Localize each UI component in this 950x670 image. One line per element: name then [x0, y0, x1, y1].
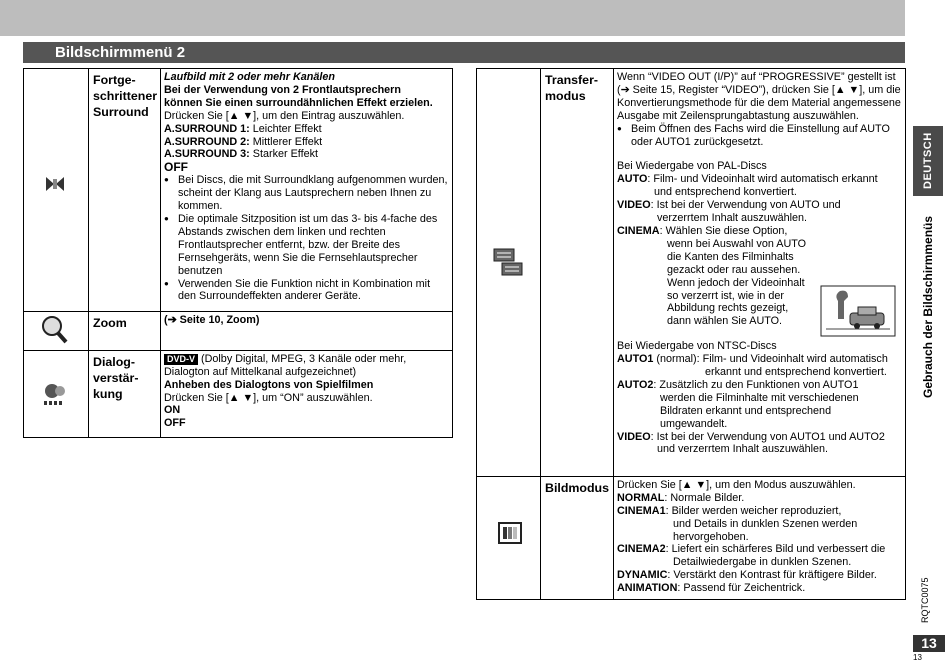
- top-banner: [0, 0, 905, 36]
- transfer-intro: Wenn “VIDEO OUT (I/P)” auf “PROGRESSIVE” gestellt ist (➔ Seite 15, Register “VIDEO”), drücken Sie [▲ ▼], um die Konvertierungsmethode für die dem Material angemessene Ausgabe mit Zeilensprungabtastung auszuwählen.: [617, 71, 901, 122]
- pal-cinema-line: gezackt oder rau aussehen.: [667, 263, 801, 276]
- section-title: Bildschirmmenü 2: [55, 44, 186, 61]
- cinema1-lines: [617, 518, 903, 544]
- pal-auto-2: und entsprechend konvertiert.: [654, 186, 797, 199]
- dynamic-label: DYNAMIC: [617, 569, 668, 582]
- dialog-line-2: Dialogton auf Mittelkanal aufgezeichnet): [164, 365, 357, 378]
- magnifier-icon: [24, 312, 88, 346]
- pal-cinema-line: so verzerrt ist, wie in der: [667, 289, 784, 302]
- dialog-enhancer-icon: [24, 351, 88, 433]
- ntsc-auto2-line: werden die Filminhalte mit verschiedenen: [660, 391, 859, 404]
- ntsc-auto2-text: : Zusätzlich zu den Funktionen von AUTO1: [653, 378, 859, 391]
- dynamic-text: : Verstärkt den Kontrast für kräftigere Bilder.: [667, 569, 877, 582]
- cinema1-label: CINEMA1: [617, 504, 666, 517]
- pal-auto: [617, 173, 903, 186]
- pal-video-text: : Ist bei der Verwendung von AUTO und: [650, 199, 841, 212]
- surround-select: Drücken Sie [▲ ▼], um den Eintrag auszuwählen.: [164, 109, 405, 122]
- item-name-dialog: [89, 350, 161, 437]
- pal-video-2: verzerrtem Inhalt auszuwählen.: [657, 212, 808, 225]
- surround-bullet-2: ● Die optimale Sitzposition ist um das 3- bis 4-fache des Abstands zwischen dem linken und rechten Frontlautsprecher entfernt, bzw. der Breite des Fernsehgeräts, wenn Sie die Fernsehlautsprecher benutzen: [164, 213, 450, 278]
- ntsc-auto1-2: erkannt und entsprechend konvertiert.: [705, 366, 887, 379]
- pal-heading: Bei Wiedergabe von PAL-Discs: [617, 160, 767, 173]
- language-tab: DEUTSCH: [913, 126, 943, 196]
- transfer-label: Transfer- modus: [545, 73, 599, 103]
- bildmodus-select: Drücken Sie [▲ ▼], um den Modus auszuwählen.: [617, 478, 856, 491]
- surround-bullet-1: ● Bei Discs, die mit Surroundklang aufgenommen wurden, scheint der Klang aus Lautsprechern neben Ihnen zu kommen.: [164, 174, 450, 213]
- pal-cinema-line: die Kanten des Filminhalts: [667, 250, 794, 263]
- pal-cinema-line: wenn bei Auswahl von AUTO: [667, 237, 807, 250]
- cinema1-line: und Details in dunklen Szenen werden: [673, 517, 858, 530]
- pal-auto-text: : Film- und Videoinhalt wird automatisch erkannt: [647, 173, 878, 186]
- opt2-text: Mittlerer Effekt: [249, 135, 323, 148]
- table-row-transfer: [477, 69, 906, 477]
- mode-animation: [617, 582, 903, 595]
- surround-bold-1: Bei der Verwendung von 2 Frontlautsprechern: [164, 83, 401, 96]
- picture-mode-icon: [477, 477, 540, 595]
- surround-opt-2: [164, 136, 450, 149]
- ntsc-auto1-text: (normal): Film- und Videoinhalt wird automatisch: [653, 353, 888, 366]
- distorted-image-illustration: [820, 285, 896, 337]
- opt1-label: A.SURROUND 1:: [164, 122, 250, 135]
- ntsc-video: [617, 431, 903, 444]
- dvd-v-badge: DVD-V: [164, 354, 198, 365]
- pal-cinema-label: CINEMA: [617, 224, 660, 237]
- item-name-zoom: [89, 311, 161, 350]
- dialog-line-1: [164, 353, 450, 366]
- dialog-on: ON: [164, 404, 181, 417]
- item-desc-surround: [161, 69, 453, 312]
- item-desc-dialog: [161, 350, 453, 437]
- transfer-bullet: ● Beim Öffnen des Fachs wird die Einstellung auf AUTO oder AUTO1 zurückgesetzt.: [617, 123, 903, 149]
- mode-normal: [617, 492, 903, 505]
- surround-opt-1: [164, 123, 450, 136]
- page-number-small: 13: [913, 653, 922, 662]
- zoom-icon-cell: [24, 311, 89, 350]
- cinema2-line-2: Detailwiedergabe in dunklen Szenen.: [673, 556, 852, 569]
- item-name-surround: [89, 69, 161, 312]
- dialog-line1-text: (Dolby Digital, MPEG, 3 Kanäle oder mehr,: [198, 352, 407, 365]
- cinema2-text: : Liefert ein schärferes Bild und verbessert die: [665, 543, 886, 556]
- pal-cinema-line: dann wählen Sie AUTO.: [667, 315, 783, 328]
- document-code: RQTC0075: [920, 577, 930, 623]
- ntsc-video-2: und verzerrtem Inhalt auszuwählen.: [657, 443, 829, 456]
- item-name-transfer: [541, 69, 614, 477]
- surround-label: Fortge- schrittener Surround: [93, 73, 158, 119]
- dialog-select: Drücken Sie [▲ ▼], um “ON” auszuwählen.: [164, 391, 373, 404]
- ntsc-video-label: VIDEO: [617, 430, 651, 443]
- ntsc-heading: Bei Wiedergabe von NTSC-Discs: [617, 340, 777, 353]
- opt1-text: Leichter Effekt: [249, 122, 322, 135]
- mode-cinema1: [617, 505, 903, 518]
- animation-label: ANIMATION: [617, 582, 678, 595]
- ntsc-auto2-line: Bildraten erkannt und entsprechend: [660, 404, 832, 417]
- page-number: 13: [913, 635, 945, 652]
- ntsc-video-text: : Ist bei der Verwendung von AUTO1 und AUTO2: [650, 430, 885, 443]
- transfer-mode-icon: [477, 69, 540, 472]
- item-desc-bildmodus: [614, 476, 906, 599]
- ntsc-auto2-line: umgewandelt.: [660, 417, 728, 430]
- ntsc-auto2-label: AUTO2: [617, 378, 654, 391]
- surround-icon-cell: [24, 69, 89, 312]
- table-row-bildmodus: [477, 476, 906, 599]
- surround-opt-3: [164, 148, 450, 161]
- item-desc-transfer: [614, 69, 906, 477]
- opt3-text: Starker Effekt: [249, 148, 318, 161]
- table-row-zoom: [24, 311, 453, 350]
- mode-cinema2: [617, 543, 903, 556]
- section-header: [23, 42, 905, 63]
- pal-cinema: [617, 225, 903, 238]
- bildmodus-icon-cell: [477, 476, 541, 599]
- surround-bold-2: können Sie einen surroundähnlichen Effekt erzielen.: [164, 96, 433, 109]
- pal-auto-label: AUTO: [617, 173, 648, 186]
- left-menu-table: [23, 68, 453, 438]
- table-row-surround: [24, 69, 453, 312]
- dialog-bold: Anheben des Dialogtons von Spielfilmen: [164, 378, 374, 391]
- pal-video: [617, 199, 903, 212]
- item-desc-zoom: [161, 311, 453, 350]
- mode-dynamic: [617, 569, 903, 582]
- animation-text: : Passend für Zeichentrick.: [677, 582, 806, 595]
- opt2-label: A.SURROUND 2:: [164, 135, 250, 148]
- pal-cinema-line: Abbildung rechts gezeigt,: [667, 302, 789, 315]
- dialog-label: Dialog- verstär- kung: [93, 354, 139, 401]
- pal-cinema-line: Wenn jedoch der Videoinhalt: [667, 276, 805, 289]
- transfer-icon-cell: [477, 69, 541, 477]
- cinema1-text: : Bilder werden weicher reproduziert,: [665, 504, 842, 517]
- normal-label: NORMAL: [617, 491, 665, 504]
- surround-off: OFF: [164, 160, 188, 175]
- ntsc-auto2: [617, 379, 903, 392]
- surround-heading: Laufbild mit 2 oder mehr Kanälen: [164, 71, 335, 83]
- pal-video-label: VIDEO: [617, 199, 651, 212]
- zoom-label: Zoom: [93, 315, 127, 330]
- pal-cinema-text: : Wählen Sie diese Option,: [659, 224, 788, 237]
- bildmodus-label: Bildmodus: [545, 480, 610, 495]
- ntsc-auto2-lines: [617, 392, 903, 431]
- table-row-dialog: [24, 350, 453, 437]
- cinema2-label: CINEMA2: [617, 543, 666, 556]
- cinema1-line: hervorgehoben.: [673, 530, 749, 543]
- opt3-label: A.SURROUND 3:: [164, 148, 250, 161]
- surround-bullet-3: ● Verwenden Sie die Funktion nicht in Kombination mit den Surroundeffekten anderer Geräte.: [164, 278, 450, 304]
- normal-text: : Normale Bilder.: [664, 491, 745, 504]
- dialog-icon-cell: [24, 350, 89, 437]
- ntsc-auto1-label: AUTO1: [617, 353, 654, 366]
- dialog-off: OFF: [164, 417, 186, 430]
- surround-icon: [24, 69, 88, 307]
- item-name-bildmodus: [541, 476, 614, 599]
- ntsc-auto1: [617, 353, 903, 366]
- chapter-title: Gebrauch der Bildschirmmenüs: [921, 215, 935, 399]
- zoom-ref: (➔ Seite 10, Zoom): [164, 313, 260, 326]
